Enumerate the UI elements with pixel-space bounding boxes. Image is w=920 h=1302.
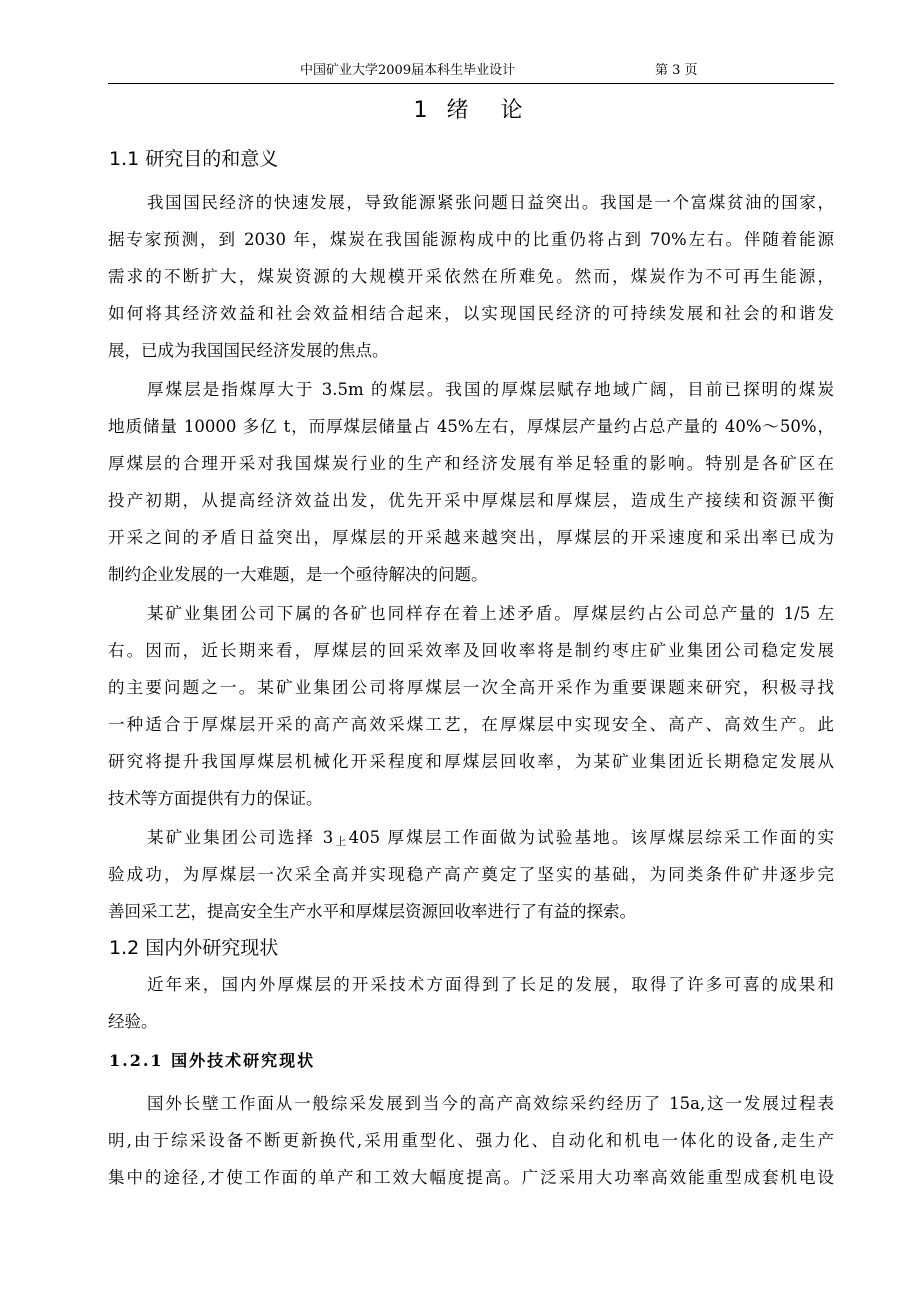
body-text: 某矿业集团公司选择 3 xyxy=(147,828,334,847)
body-line: 据专家预测，到 2030 年，煤炭在我国能源构成中的比重仍将占到 70%左右。伴随着能源 xyxy=(108,230,834,249)
running-header-title: 中国矿业大学2009届本科生毕业设计 xyxy=(300,63,516,78)
body-line: 展，已成为我国国民经济发展的焦点。 xyxy=(108,341,389,360)
body-line: 技术等方面提供有力的保证。 xyxy=(108,789,323,808)
body-line: 投产初期，从提高经济效益出发，优先开采中厚煤层和厚煤层，造成生产接续和资源平衡 xyxy=(108,491,834,510)
body-line: 一种适合于厚煤层开采的高产高效采煤工艺，在厚煤层中实现安全、高产、高效生产。此 xyxy=(108,715,834,734)
body-line: 开采之间的矛盾日益突出，厚煤层的开采越来越突出，厚煤层的开采速度和采出率已成为 xyxy=(108,528,834,547)
body-line: 明,由于综采设备不断更新换代,采用重型化、强力化、自动化和机电一体化的设备,走生产 xyxy=(108,1131,834,1150)
chapter-title: 1 绪 论 xyxy=(413,98,529,123)
body-line: 如何将其经济效益和社会效益相结合起来，以实现国民经济的可持续发展和社会的和谐发 xyxy=(108,304,834,323)
body-line: 厚煤层的合理开采对我国煤炭行业的生产和经济发展有举足轻重的影响。特别是各矿区在 xyxy=(108,454,834,473)
body-line: 某矿业集团公司下属的各矿也同样存在着上述矛盾。厚煤层约占公司总产量的 1/5 左 xyxy=(147,604,834,623)
body-line: 验成功，为厚煤层一次采全高并实现稳产高产奠定了坚实的基础，为同类条件矿井逐步完 xyxy=(108,865,834,884)
body-line: 我国国民经济的快速发展，导致能源紧张问题日益突出。我国是一个富煤贫油的国家， xyxy=(147,193,834,212)
running-header-page-number: 第 3 页 xyxy=(655,63,698,78)
body-line xyxy=(147,827,834,853)
body-line: 经验。 xyxy=(108,1012,158,1031)
subscript-label: 上 xyxy=(333,835,349,848)
body-line: 厚煤层是指煤厚大于 3.5m 的煤层。我国的厚煤层赋存地域广阔，目前已探明的煤炭 xyxy=(147,380,834,399)
body-line: 制约企业发展的一大难题，是一个亟待解决的问题。 xyxy=(108,565,488,584)
body-line: 研究将提升我国厚煤层机械化开采程度和厚煤层回收率，为某矿业集团近长期稳定发展从 xyxy=(108,752,834,771)
body-line: 近年来，国内外厚煤层的开采技术方面得到了长足的发展，取得了许多可喜的成果和 xyxy=(147,975,834,994)
subsection-heading-1-2-1: 1.2.1 国外技术研究现状 xyxy=(109,1051,316,1070)
body-line: 善回采工艺，提高安全生产水平和厚煤层资源回收率进行了有益的探索。 xyxy=(108,902,636,921)
body-text: 405 厚煤层工作面做为试验基地。该厚煤层综采工作面的实 xyxy=(348,828,834,847)
body-line: 右。因而，近长期来看，厚煤层的回采效率及回收率将是制约枣庄矿业集团公司稳定发展 xyxy=(108,641,834,660)
section-heading-1-2: 1.2 国内外研究现状 xyxy=(109,937,279,959)
section-heading-1-1: 1.1 研究目的和意义 xyxy=(109,148,279,170)
body-line: 国外长壁工作面从一般综采发展到当今的高产高效综采约经历了 15a,这一发展过程表 xyxy=(147,1094,834,1113)
body-line: 的主要问题之一。某矿业集团公司将厚煤层一次全高开采作为重要课题来研究，积极寻找 xyxy=(108,678,834,697)
body-line: 集中的途径,才使工作面的单产和工效大幅度提高。广泛采用大功率高效能重型成套机电设 xyxy=(108,1168,834,1187)
body-line: 需求的不断扩大，煤炭资源的大规模开采依然在所难免。然而，煤炭作为不可再生能源， xyxy=(108,267,834,286)
body-line: 地质储量 10000 多亿 t，而厚煤层储量占 45%左右，厚煤层产量约占总产量的 40%～50%， xyxy=(108,417,834,436)
header-divider xyxy=(108,83,834,84)
